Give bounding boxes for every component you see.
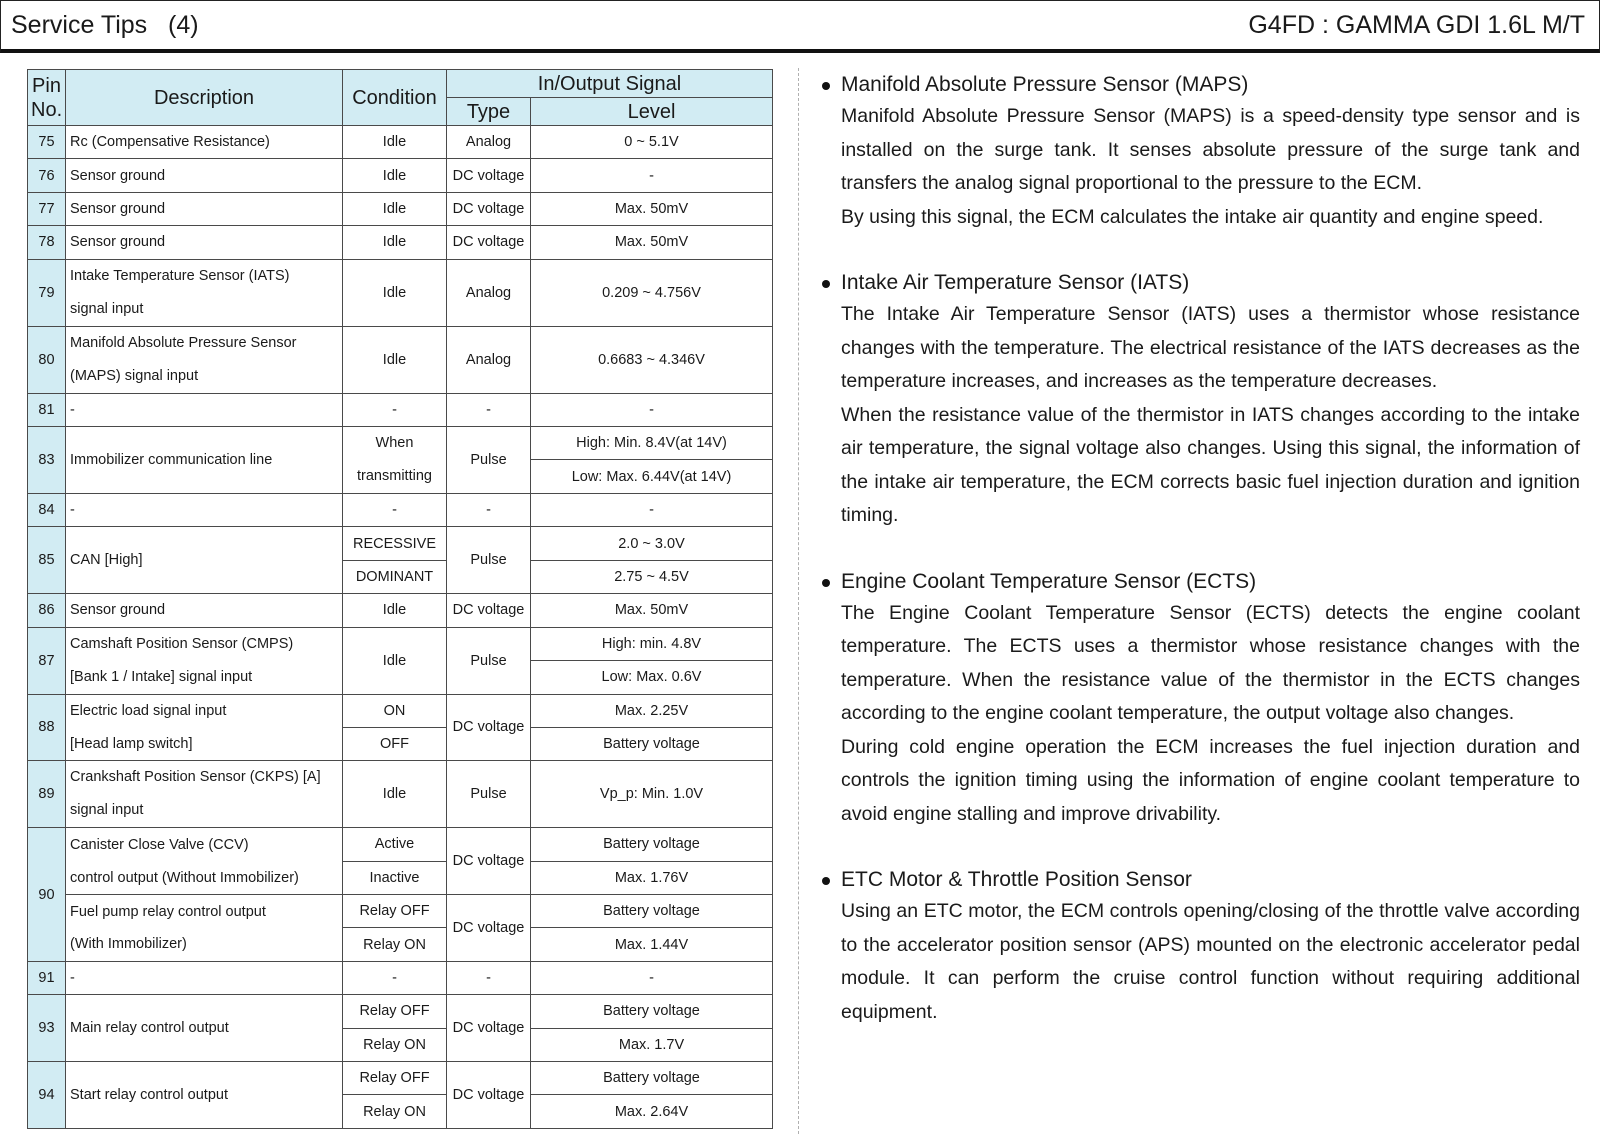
level-cell: Low: Max. 0.6V — [531, 661, 773, 695]
level-cell: Battery voltage — [531, 1062, 773, 1095]
section-title-text: ETC Motor & Throttle Position Sensor — [841, 868, 1192, 891]
cond-cell: Relay OFF — [343, 1062, 447, 1095]
service-tips-text — [822, 70, 1580, 1063]
type-cell: DC voltage — [447, 828, 531, 895]
cond-cell: - — [343, 961, 447, 994]
section-title-text: Manifold Absolute Pressure Sensor (MAPS) — [841, 73, 1249, 96]
cond-cell: - — [343, 493, 447, 526]
level-cell: 0 ~ 5.1V — [531, 126, 773, 159]
desc-cell: Immobilizer communication line — [66, 426, 343, 493]
level-cell: Battery voltage — [531, 828, 773, 861]
page-header — [0, 0, 1600, 53]
table-row — [28, 192, 773, 225]
section-ects — [822, 567, 1580, 832]
level-cell: 2.0 ~ 3.0V — [531, 527, 773, 560]
section-maps — [822, 70, 1580, 234]
pin-cell: 93 — [28, 995, 66, 1062]
bullet-icon — [822, 579, 830, 587]
type-cell: DC voltage — [447, 694, 531, 761]
desc-cell: (With Immobilizer) — [66, 928, 343, 961]
cond-cell: Idle — [343, 326, 447, 393]
pin-table — [27, 69, 773, 1129]
desc-cell: Sensor ground — [66, 159, 343, 192]
page-title: Service Tips (4) — [11, 11, 199, 39]
section-body: Manifold Absolute Pressure Sensor (MAPS) is a speed-density type sensor and is installed on the surge tank. It senses absolute pressure of the surge tank and transfers the analog signal proportional to the pressure to the ECM. By using this signal, the ECM calculates the intake air quantity and engine speed. — [841, 105, 1580, 228]
cond-cell: Idle — [343, 159, 447, 192]
type-cell: Pulse — [447, 761, 531, 828]
header-condition: Condition — [343, 70, 447, 126]
type-cell: - — [447, 961, 531, 994]
desc-cell: Intake Temperature Sensor (IATS) signal input — [66, 259, 343, 326]
table-row — [28, 226, 773, 259]
level-cell: - — [531, 493, 773, 526]
section-body: The Engine Coolant Temperature Sensor (ECTS) detects the engine coolant temperature. The ECTS uses a thermistor whose resistance changes with the temperature. When the resistance value of the thermistor in the ECTS changes according to the engine coolant temperature, the output voltage also changes. During cold engine operation the ECM increases the fuel injection duration and controls the ignition timing using the information of engine coolant temperature to avoid engine stalling and improve drivability. — [841, 601, 1580, 825]
level-cell: Battery voltage — [531, 895, 773, 928]
bullet-icon — [822, 82, 830, 90]
table-row — [28, 493, 773, 526]
cond-cell: Idle — [343, 259, 447, 326]
section-iats — [822, 268, 1580, 533]
pin-cell: 76 — [28, 159, 66, 192]
pin-cell: 78 — [28, 226, 66, 259]
header-signal: In/Output Signal — [447, 70, 773, 98]
type-cell: DC voltage — [447, 895, 531, 962]
cond-cell: ON — [343, 694, 447, 727]
table-row — [28, 527, 773, 560]
desc-cell: Sensor ground — [66, 226, 343, 259]
level-cell: Battery voltage — [531, 995, 773, 1028]
cond-cell: - — [343, 393, 447, 426]
cond-cell: Relay ON — [343, 1028, 447, 1061]
type-cell: Pulse — [447, 627, 531, 694]
level-cell: Max. 1.44V — [531, 928, 773, 961]
table-row — [28, 326, 773, 393]
table-row — [28, 1062, 773, 1095]
pin-cell: 80 — [28, 326, 66, 393]
desc-cell: Main relay control output — [66, 995, 343, 1062]
bullet-icon — [822, 280, 830, 288]
cond-cell: Active — [343, 828, 447, 861]
level-cell: Max. 2.64V — [531, 1095, 773, 1128]
cond-cell: Relay ON — [343, 1095, 447, 1128]
table-row — [28, 928, 773, 961]
cond-cell: Idle — [343, 126, 447, 159]
table-row — [28, 828, 773, 861]
pin-cell: 91 — [28, 961, 66, 994]
desc-cell: Camshaft Position Sensor (CMPS) [Bank 1 / Intake] signal input — [66, 627, 343, 694]
pin-cell: 94 — [28, 1062, 66, 1129]
section-title-text: Engine Coolant Temperature Sensor (ECTS) — [841, 569, 1257, 593]
desc-cell: Electric load signal input — [66, 694, 343, 727]
table-row — [28, 594, 773, 627]
pin-cell: 77 — [28, 192, 66, 225]
desc-cell: - — [66, 961, 343, 994]
level-cell: 0.209 ~ 4.756V — [531, 259, 773, 326]
desc-cell: - — [66, 393, 343, 426]
pin-cell: 90 — [28, 828, 66, 962]
desc-cell: Rc (Compensative Resistance) — [66, 126, 343, 159]
table-row — [28, 895, 773, 928]
header-description: Description — [66, 70, 343, 126]
type-cell: DC voltage — [447, 226, 531, 259]
cond-cell: Inactive — [343, 861, 447, 894]
table-row — [28, 426, 773, 460]
desc-cell: Canister Close Valve (CCV) — [66, 828, 343, 861]
level-cell: 0.6683 ~ 4.346V — [531, 326, 773, 393]
desc-cell: Fuel pump relay control output — [66, 895, 343, 928]
type-cell: DC voltage — [447, 192, 531, 225]
level-cell: Max. 50mV — [531, 192, 773, 225]
cond-cell: Idle — [343, 594, 447, 627]
cond-cell: DOMINANT — [343, 560, 447, 593]
type-cell: - — [447, 493, 531, 526]
pin-cell: 86 — [28, 594, 66, 627]
cond-cell: Relay ON — [343, 928, 447, 961]
type-cell: Pulse — [447, 527, 531, 594]
table-row — [28, 861, 773, 894]
section-etc — [822, 865, 1580, 1029]
table-row — [28, 259, 773, 326]
level-cell: - — [531, 393, 773, 426]
pin-cell: 89 — [28, 761, 66, 828]
desc-cell: Crankshaft Position Sensor (CKPS) [A] signal input — [66, 761, 343, 828]
level-cell: Max. 50mV — [531, 594, 773, 627]
engine-model: G4FD : GAMMA GDI 1.6L M/T — [1248, 11, 1585, 39]
type-cell: DC voltage — [447, 1062, 531, 1129]
level-cell: Max. 50mV — [531, 226, 773, 259]
table-row — [28, 694, 773, 727]
bullet-icon — [822, 877, 830, 885]
type-cell: DC voltage — [447, 159, 531, 192]
level-cell: - — [531, 159, 773, 192]
header-level: Level — [531, 98, 773, 126]
type-cell: Analog — [447, 326, 531, 393]
type-cell: Analog — [447, 126, 531, 159]
level-cell: Max. 2.25V — [531, 694, 773, 727]
type-cell: Analog — [447, 259, 531, 326]
table-row — [28, 627, 773, 661]
level-cell: High: min. 4.8V — [531, 627, 773, 661]
cond-cell: OFF — [343, 727, 447, 760]
pin-cell: 87 — [28, 627, 66, 694]
section-title — [822, 70, 1580, 100]
header-type: Type — [447, 98, 531, 126]
level-cell: Max. 1.7V — [531, 1028, 773, 1061]
column-divider — [798, 68, 799, 1134]
section-body: The Intake Air Temperature Sensor (IATS) uses a thermistor whose resistance changes with the temperature. The electrical resistance of the IATS decreases as the temperature increases, and increases as the temperature decreases. When the resistance value of the thermistor in IATS changes according to the intake air temperature, the signal voltage also changes. Using this signal, the information of the intake air temperature, the ECM corrects basic fuel injection duration and ignition timing. — [841, 303, 1580, 526]
type-cell: - — [447, 393, 531, 426]
desc-cell: [Head lamp switch] — [66, 727, 343, 760]
pin-cell: 84 — [28, 493, 66, 526]
table-row — [28, 159, 773, 192]
desc-cell: - — [66, 493, 343, 526]
table-row — [28, 727, 773, 760]
pin-cell: 83 — [28, 426, 66, 493]
pin-cell: 85 — [28, 527, 66, 594]
desc-cell: Manifold Absolute Pressure Sensor (MAPS) signal input — [66, 326, 343, 393]
table-row — [28, 761, 773, 828]
cond-cell: Idle — [343, 192, 447, 225]
pin-cell: 75 — [28, 126, 66, 159]
pin-cell: 88 — [28, 694, 66, 761]
section-title-text: Intake Air Temperature Sensor (IATS) — [841, 271, 1190, 294]
type-cell: Pulse — [447, 426, 531, 493]
level-cell: 2.75 ~ 4.5V — [531, 560, 773, 593]
section-title — [822, 567, 1580, 597]
section-title — [822, 865, 1580, 895]
cond-cell: Idle — [343, 627, 447, 694]
desc-cell: CAN [High] — [66, 527, 343, 594]
table-row — [28, 126, 773, 159]
cond-cell: Relay OFF — [343, 895, 447, 928]
level-cell: Max. 1.76V — [531, 861, 773, 894]
level-cell: Low: Max. 6.44V(at 14V) — [531, 460, 773, 494]
level-cell: High: Min. 8.4V(at 14V) — [531, 426, 773, 460]
cond-cell: Idle — [343, 761, 447, 828]
pin-cell: 81 — [28, 393, 66, 426]
desc-cell: control output (Without Immobilizer) — [66, 861, 343, 894]
section-body: Using an ETC motor, the ECM controls opening/closing of the throttle valve according to the accelerator position sensor (APS) mounted on the electronic accelerator pedal module. It can perform the cruise control function without requiring additional equipment. — [841, 900, 1580, 1023]
cond-cell: RECESSIVE — [343, 527, 447, 560]
section-title — [822, 268, 1580, 298]
level-cell: Battery voltage — [531, 727, 773, 760]
cond-cell: Idle — [343, 226, 447, 259]
desc-cell: Start relay control output — [66, 1062, 343, 1129]
level-cell: - — [531, 961, 773, 994]
desc-cell: Sensor ground — [66, 192, 343, 225]
level-cell: Vp_p: Min. 1.0V — [531, 761, 773, 828]
table-row — [28, 995, 773, 1028]
table-row — [28, 393, 773, 426]
header-pin-no: Pin No. — [28, 70, 66, 126]
cond-cell: When transmitting — [343, 426, 447, 493]
desc-cell: Sensor ground — [66, 594, 343, 627]
cond-cell: Relay OFF — [343, 995, 447, 1028]
type-cell: DC voltage — [447, 995, 531, 1062]
pin-cell: 79 — [28, 259, 66, 326]
type-cell: DC voltage — [447, 594, 531, 627]
table-row — [28, 961, 773, 994]
